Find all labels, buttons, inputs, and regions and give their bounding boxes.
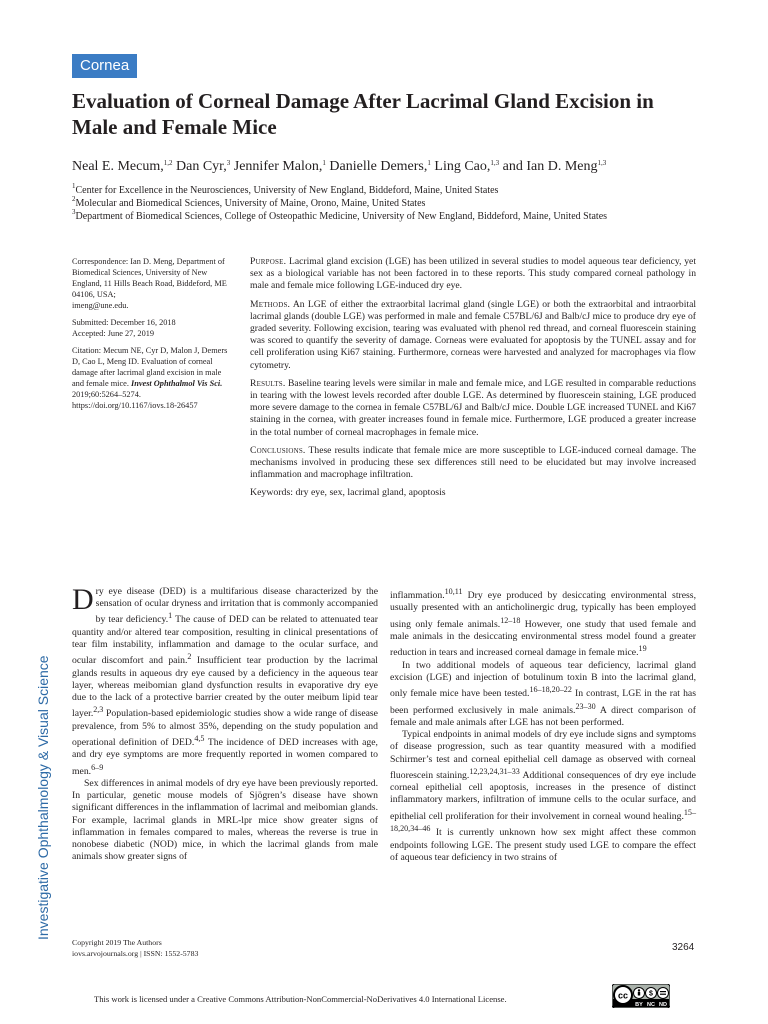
correspondence-text: Correspondence: Ian D. Meng, Department of Biomedical Sciences, University of New England, 11 Hills Beach Road, Biddeford, ME 04106, USA; — [72, 257, 227, 299]
cc-symbol: cc — [617, 990, 629, 1001]
citation-ref[interactable]: 12,23,24,31–33 — [469, 766, 520, 776]
body-text: Typical endpoints in animal models of dry eye include signs and symptoms of disease progression, such as tear quantity measured with a modified Schirmer’s test and corneal epithelial cell damage as observed with corneal fluorescein staining. — [390, 729, 696, 782]
author-name[interactable]: Neal E. Mecum, — [72, 159, 164, 174]
section-badge: Cornea — [72, 54, 137, 78]
purpose-text: Lacrimal gland excision (LGE) has been utilized in several studies to model aqueous tear deficiency, yet sex as a biological variable has not been factored in to these reports. This study compared corneal pathology in male and female mice following LGE-induced dry eye. — [250, 256, 696, 292]
body-text: The cause of DED can be related to attenuated tear quantity and/or altered tear composition, resulting in clinical presentations of tear film instability, inflammation and damage to the ocular surface, and ocular discomfort and pain. — [72, 614, 378, 667]
affil-text: Department of Biomedical Sciences, College of Osteopathic Medicine, University of New England, Biddeford, Maine, United States — [75, 211, 608, 222]
accepted-date: Accepted: June 27, 2019 — [72, 329, 155, 338]
abstract-results — [250, 378, 696, 439]
body-text: inflammation. — [390, 590, 445, 602]
article-info-sidebar — [72, 256, 234, 417]
body-text: Dry eye produced by desiccating environmental stress, usually presented with an anticholinergic drug, typically has been employed using only female animals. — [390, 590, 696, 630]
body-text: It is currently unknown how sex might affect these common endpoints following LGE. The present study used LGE to compare the effect of aqueous tear deficiency in two strains of — [390, 827, 696, 863]
affil-text: Center for Excellence in the Neurosciences, University of New England, Biddeford, Maine, United States — [75, 185, 499, 196]
footer-copyright — [72, 938, 198, 959]
affiliations — [72, 184, 732, 223]
methods-label: Methods. — [250, 298, 291, 310]
author-name[interactable]: Dan Cyr, — [172, 159, 227, 174]
body-text: However, one study that used female and male animals in the desiccating environmental stress model found a greater reduction in tears and increased corneal damage in female mice. — [390, 618, 696, 659]
drop-cap: D — [72, 583, 94, 616]
journal-name-vertical: Investigative Ophthalmology & Visual Science — [35, 655, 51, 940]
affiliation-item — [72, 184, 732, 197]
body-text: In contrast, LGE in the rat has been performed exclusively in male animals. — [390, 688, 696, 716]
article-title: Evaluation of Corneal Damage After Lacrimal Gland Excision in Male and Female Mice — [72, 89, 654, 139]
body-text: Population-based epidemiologic studies show a wide range of disease prevalence, from 5% to almost 35%, depending on the study population and operational definition of DED. — [72, 708, 378, 749]
dates — [72, 317, 234, 339]
body-text: The incidence of DED increases with age, and dry eye symptoms are more frequently reported in women compared to men. — [72, 737, 378, 777]
citation-journal: Invest Ophthalmol Vis Sci. — [130, 379, 223, 388]
affil-sup: 3 — [72, 208, 76, 216]
body-text: Additional consequences of dry eye include corneal epithelial cell apoptosis, increases in the presence of distinct inflammatory markers, infiltration of immune cells to the ocular surface, and epithelial cell proliferation for their involvement in corneal wound healing. — [390, 770, 696, 822]
citation-ref[interactable]: 4,5 — [194, 733, 205, 743]
citation-ref[interactable]: 10,11 — [444, 587, 463, 596]
conclusions-text: These results indicate that female mice are more susceptible to LGE-induced corneal damage. The mechanisms involved in producing these sex differences still need to be elucidated but may involve increased inflammation and macrophage infiltration. — [250, 444, 696, 481]
conclusions-label: Conclusions. — [250, 444, 306, 456]
correspondence-email[interactable]: imeng@une.edu. — [72, 301, 129, 310]
copyright-text: Copyright 2019 The Authors — [72, 938, 162, 947]
cc-nd-label: ND — [659, 1002, 667, 1008]
body-paragraph: Sex differences in animal models of dry eye have been previously reported. In particular, genetic mouse models of Sjögren’s disease have shown significant differences in the inflammation of lacrimal and meibomian glands. For example, lacrimal glands in MRL-lpr mice show greater signs of inflammation in females compared to males, whereas the reverse is true in nonobese diabetic (NOD) mice, in which the lacrimal glands from male animals show greater signs of — [72, 778, 378, 863]
svg-text:$: $ — [649, 990, 653, 998]
affil-sup: 1 — [72, 182, 76, 190]
body-column-right — [390, 586, 696, 864]
author-name[interactable]: Jennifer Malon, — [230, 159, 323, 174]
author-name[interactable]: Danielle Demers, — [325, 159, 428, 174]
body-text: In two additional models of aqueous tear deficiency, lacrimal gland excision (LGE) and injection of botulinum toxin B into the lacrimal gland, only female mice have been tested. — [390, 659, 696, 700]
citation-ref[interactable]: 23–30 — [575, 701, 596, 711]
abstract-conclusions — [250, 445, 696, 482]
body-paragraph — [390, 729, 696, 864]
citation-ref[interactable]: 19 — [638, 644, 647, 654]
results-text: Baseline tearing levels were similar in male and female mice, and LGE resulted in comparable reductions in tearing with the lowest levels recorded after double LGE. As determined by fluorescein staining, LGE produced more severe damage to the cornea in female C57BL/6J and Balb/cJ mice. Double LGE increased TUNEL and Ki67 staining in the cornea, with greater increases found in female mice. Furthermore, LGE produced a greater increase in the total number of corneal macrophages in female mice. — [250, 377, 696, 438]
author-affil-sup: 1,3 — [490, 159, 500, 167]
citation — [72, 345, 234, 411]
cc-nc-label: NC — [647, 1002, 655, 1008]
citation-ref[interactable]: 12–18 — [500, 615, 521, 625]
author-name[interactable]: and Ian D. Meng — [499, 159, 598, 174]
submitted-date: Submitted: December 16, 2018 — [72, 318, 176, 327]
page-number: 3264 — [672, 942, 695, 953]
body-column-left — [72, 583, 378, 863]
affil-sup: 2 — [72, 195, 76, 203]
author-list — [72, 158, 732, 176]
keywords: Keywords: dry eye, sex, lacrimal gland, apoptosis — [250, 487, 446, 499]
affil-text: Molecular and Biomedical Sciences, University of Maine, Orono, Maine, United States — [75, 198, 426, 209]
author-affil-sup: 1,3 — [597, 159, 607, 167]
author-affil-sup: 1 — [427, 159, 431, 167]
body-paragraph — [390, 660, 696, 729]
creative-commons-icon[interactable] — [612, 984, 670, 1008]
author-affil-sup: 1,2 — [163, 159, 173, 167]
author-affil-sup: 3 — [226, 159, 231, 167]
citation-text: Citation: Mecum NE, Cyr D, Malon J, Demers D, Cao L, Meng ID. Evaluation of corneal damage after lacrimal gland excision in male and female mice. — [72, 346, 228, 388]
affiliation-item — [72, 197, 732, 210]
citation-ref[interactable]: 2 — [187, 652, 192, 662]
methods-text: An LGE of either the extraorbital lacrimal gland (single LGE) or both the extraorbital and intraorbital lacrimal glands (double LGE) was performed in male and female C57BL/6J and Balb/cJ mice to produce dry eye of graded severity. Following excision, tearing was evaluated with phenol red thread, and corneal fluorescein staining was scored to quantify the severity of damage. Corneas were evaluated for apoptosis by the TUNEL assay and for cell proliferation using Ki67 staining. Furthermore, corneas were harvested and analyzed for macrophages via flow cytometry. — [250, 298, 696, 371]
cc-by-label: BY — [635, 1002, 643, 1008]
abstract-purpose — [250, 256, 696, 293]
citation-doi[interactable]: 2019;60:5264–5274. https://doi.org/10.1167/iovs.18-26457 — [72, 390, 198, 410]
body-text: Insufficient tear production by the lacrimal glands results in aqueous dry eye caused by a deficiency in the aqueous tear layer, whereas meibomian gland dysfunction results in evaporative dry eye due to the lack of a protective barrier created by the outer meibum lipid tear layer. — [72, 655, 378, 720]
citation-ref[interactable]: 2,3 — [93, 705, 104, 715]
license-text[interactable]: This work is licensed under a Creative Commons Attribution-NonCommercial-NoDerivatives 4.0 International License. — [94, 994, 507, 1004]
citation-ref[interactable]: 6–9 — [91, 762, 104, 772]
body-paragraph — [390, 586, 696, 660]
body-paragraph — [72, 583, 378, 778]
affiliation-item — [72, 210, 732, 223]
correspondence — [72, 256, 234, 311]
abstract-methods — [250, 299, 696, 372]
body-text: ry eye disease (DED) is a multifarious disease characterized by the sensation of ocular dryness and irritation that is commonly accompanied by tear deficiency. — [95, 586, 378, 626]
citation-ref[interactable]: 16–18,20–22 — [529, 685, 572, 695]
body-text: A direct comparison of female and male animals after LGE has not been performed. — [390, 704, 696, 728]
purpose-label: Purpose. — [250, 256, 287, 267]
author-affil-sup: 1 — [322, 159, 326, 167]
citation-ref[interactable]: 15–18,20,34–46 — [390, 807, 696, 834]
results-label: Results. — [250, 377, 286, 389]
citation-ref[interactable]: 1 — [168, 611, 173, 621]
author-name[interactable]: Ling Cao, — [430, 159, 491, 174]
abstract — [250, 256, 696, 506]
journal-site-link[interactable]: iovs.arvojournals.org | ISSN: 1552-5783 — [72, 948, 199, 958]
